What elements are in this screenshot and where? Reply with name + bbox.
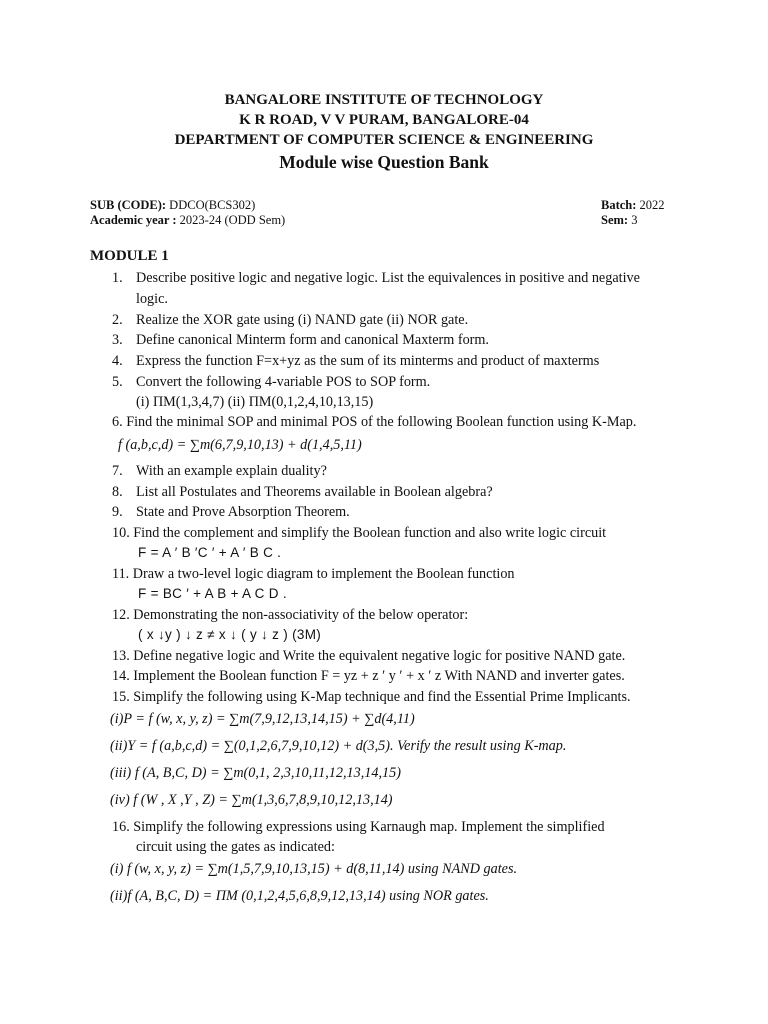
subject-label: SUB (CODE): xyxy=(90,198,167,212)
question-4 xyxy=(112,352,599,370)
question-number: 1. xyxy=(112,270,123,286)
institute-address: K R ROAD, V V PURAM, BANGALORE-04 xyxy=(239,112,529,128)
question-text: Describe positive logic and negative logic. List the equivalences in positive and negative xyxy=(136,270,640,286)
question-7 xyxy=(112,462,327,480)
question-2 xyxy=(112,311,468,329)
question-text: With an example explain duality? xyxy=(136,463,327,479)
question-13: 13. Define negative logic and Write the equivalent negative logic for positive NAND gate. xyxy=(112,648,626,664)
page-title: Module wise Question Bank xyxy=(279,152,489,172)
question-16-cont: circuit using the gates as indicated: xyxy=(136,839,335,855)
question-15-part-i: (i)P = f (w, x, y, z) = ∑m(7,9,12,13,14,15) + ∑d(4,11) xyxy=(110,711,415,727)
institute-name: BANGALORE INSTITUTE OF TECHNOLOGY xyxy=(224,92,544,108)
module-heading: MODULE 1 xyxy=(90,248,169,264)
question-16-part-i: (i) f (w, x, y, z) = ∑m(1,5,7,9,10,13,15) + d(8,11,14) using NAND gates. xyxy=(110,861,518,877)
sem-value: 3 xyxy=(628,213,638,227)
department-name: DEPARTMENT OF COMPUTER SCIENCE & ENGINEERING xyxy=(174,132,594,148)
question-6: 6. Find the minimal SOP and minimal POS of the following Boolean function using K-Map. xyxy=(112,414,637,430)
question-12-formula: ( x ↓y ) ↓ z ≠ x ↓ ( y ↓ z ) (3M) xyxy=(138,627,322,642)
question-15-part-iii: (iii) f (A, B,C, D) = ∑m(0,1, 2,3,10,11,12,13,14,15) xyxy=(110,765,401,781)
question-text: Convert the following 4-variable POS to SOP form. xyxy=(136,374,431,390)
question-number: 4. xyxy=(112,353,123,369)
question-text: Define canonical Minterm form and canonical Maxterm form. xyxy=(136,332,489,348)
question-6-formula: f (a,b,c,d) = ∑m(6,7,9,10,13) + d(1,4,5,11) xyxy=(118,437,362,453)
year-label: Academic year : xyxy=(90,213,177,227)
question-15-part-ii: (ii)Y = f (a,b,c,d) = ∑(0,1,2,6,7,9,10,12) + d(3,5). Verify the result using K-map. xyxy=(110,738,567,754)
question-text: State and Prove Absorption Theorem. xyxy=(136,504,350,520)
question-16: 16. Simplify the following expressions using Karnaugh map. Implement the simplified xyxy=(112,819,605,835)
question-12: 12. Demonstrating the non-associativity of the below operator: xyxy=(112,607,469,623)
question-5 xyxy=(112,373,430,391)
question-5-parts: (i) ΠM(1,3,4,7) (ii) ΠM(0,1,2,4,10,13,15) xyxy=(136,394,374,410)
question-number: 7. xyxy=(112,463,123,479)
question-1-cont: logic. xyxy=(136,291,168,307)
question-number: 5. xyxy=(112,374,123,390)
year-value: 2023-24 (ODD Sem) xyxy=(176,213,286,227)
question-9 xyxy=(112,503,350,521)
question-14: 14. Implement the Boolean function F = yz + z ′ y ′ + x ′ z With NAND and inverter gates. xyxy=(112,668,625,684)
question-number: 3. xyxy=(112,332,123,348)
question-10: 10. Find the complement and simplify the Boolean function and also write logic circuit xyxy=(112,525,607,541)
batch-value: 2022 xyxy=(636,198,665,212)
question-text: Realize the XOR gate using (i) NAND gate (ii) NOR gate. xyxy=(136,312,469,328)
question-8 xyxy=(112,483,493,501)
question-10-formula: F = A ′ B ′C ′ + A ′ B C . xyxy=(138,545,282,560)
academic-year xyxy=(90,213,285,228)
question-text: List all Postulates and Theorems available in Boolean algebra? xyxy=(136,484,493,500)
sem-label: Sem: xyxy=(601,213,629,227)
question-16-part-ii: (ii)f (A, B,C, D) = ΠM (0,1,2,4,5,6,8,9,12,13,14) using NOR gates. xyxy=(110,888,489,904)
question-text: Express the function F=x+yz as the sum of its minterms and product of maxterms xyxy=(136,353,600,369)
question-number: 9. xyxy=(112,504,123,520)
question-15: 15. Simplify the following using K-Map technique and find the Essential Prime Implicants. xyxy=(112,689,631,705)
question-11: 11. Draw a two-level logic diagram to implement the Boolean function xyxy=(112,566,515,582)
question-15-part-iv: (iv) f (W , X ,Y , Z) = ∑m(1,3,6,7,8,9,10,12,13,14) xyxy=(110,792,393,808)
semester xyxy=(601,213,637,228)
question-3 xyxy=(112,331,489,349)
batch-label: Batch: xyxy=(601,198,637,212)
question-number: 2. xyxy=(112,312,123,328)
question-1 xyxy=(112,269,640,287)
batch xyxy=(601,198,665,213)
subject-code xyxy=(90,198,255,213)
question-11-formula: F = BC ′ + A B + A C D . xyxy=(138,586,287,601)
subject-value: DDCO(BCS302) xyxy=(166,198,256,212)
question-number: 8. xyxy=(112,484,123,500)
